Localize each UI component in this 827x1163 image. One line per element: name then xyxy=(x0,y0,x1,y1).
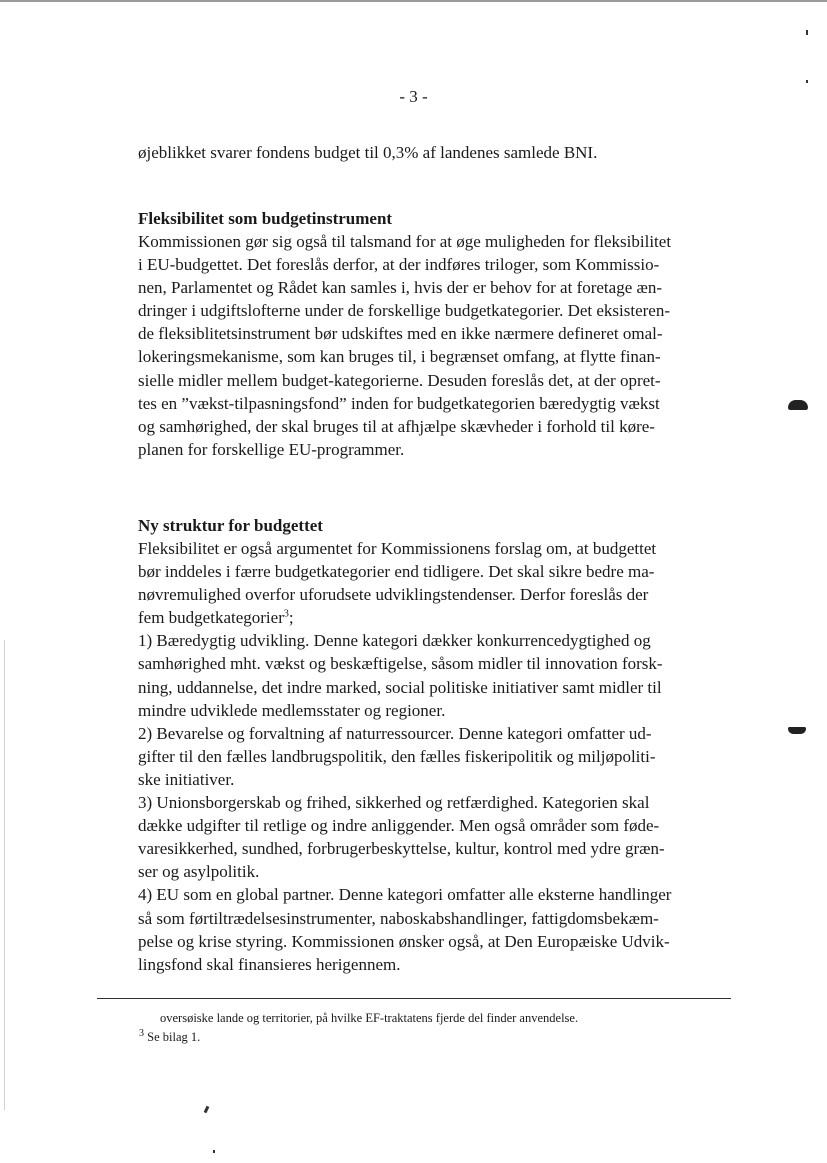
footnote-anchor-text: fem budgetkategorier xyxy=(138,608,284,628)
text-line: de fleksiblitetsinstrument bør udskiftes med en ikke nærmere defineret omal- xyxy=(138,324,663,344)
scan-edge-top xyxy=(0,0,827,2)
text-line: nøvremulighed overfor uforudsete udviklingstendenser. Derfor foreslås der xyxy=(138,585,649,605)
text-line: pelse og krise styring. Kommissionen ønsker også, at Den Europæiske Udvik- xyxy=(138,931,670,951)
text-line: 1) Bæredygtig udvikling. Denne kategori dækker konkurrencedygtighed og xyxy=(138,631,651,651)
text-line: 2) Bevarelse og forvaltning af naturressourcer. Denne kategori omfatter ud- xyxy=(138,723,652,743)
page-number: - 3 - xyxy=(399,87,428,106)
text-line: i EU-budgettet. Det foreslås derfor, at der indføres triloger, som Kommissio- xyxy=(138,255,660,275)
punch-hole-mark xyxy=(788,400,808,410)
text-line: lingsfond skal finansieres herigennem. xyxy=(138,954,401,974)
punctuation: ; xyxy=(288,608,294,628)
text-line: samhørighed mht. vækst og beskæftigelse, såsom midler til innovation forsk- xyxy=(138,654,663,674)
text-line: og samhørighed, der skal bruges til at afhjælpe skævheder i forhold til køre- xyxy=(138,416,655,436)
text-line: nen, Parlamentet og Rådet kan samles i, hvis der er behov for at foretage æn- xyxy=(138,278,662,298)
text-line: mindre udviklede medlemsstater og regioner. xyxy=(138,700,446,720)
text-line: øjeblikket svarer fondens budget til 0,3% af landenes samlede BNI. xyxy=(138,143,598,162)
text-line: Kommissionen gør sig også til talsmand for at øge muligheden for fleksibilitet xyxy=(138,232,672,251)
scan-speck xyxy=(806,80,808,83)
text-line: så som førtiltrædelsesinstrumenter, naboskabshandlinger, fattigdomsbekæm- xyxy=(138,908,659,928)
section-heading: Ny struktur for budgettet xyxy=(138,516,323,535)
text-line: tes en ”vækst-tilpasningsfond” inden for budgetkategorien bæredygtig vækst xyxy=(138,393,660,413)
section-ny-struktur xyxy=(138,514,738,976)
footnote-marker: 3 xyxy=(139,1027,144,1039)
text-line: lokeringsmekanisme, som kan bruges til, i begrænset omfang, at flytte finan- xyxy=(138,347,661,367)
footnote-continuation: oversøiske lande og territorier, på hvilke EF-traktatens fjerde del finder anvendelse. xyxy=(160,1011,579,1025)
footnote-text: Se bilag 1. xyxy=(147,1030,201,1044)
footnote-3 xyxy=(139,1029,200,1045)
text-line: varesikkerhed, sundhed, forbrugerbeskyttelse, kultur, kontrol med ydre græn- xyxy=(138,839,665,859)
footnote-divider xyxy=(97,998,731,999)
punch-hole-mark xyxy=(788,727,806,734)
text-line: bør inddeles i færre budgetkategorier end tidligere. Det skal sikre bedre ma- xyxy=(138,562,655,582)
text-line: sielle midler mellem budget-kategorierne. Desuden foreslås det, at der opret- xyxy=(138,370,661,390)
intro-paragraph xyxy=(138,141,738,164)
text-line: gifter til den fælles landbrugspolitik, den fælles fiskeripolitik og miljøpoliti- xyxy=(138,746,656,766)
footnote-reference[interactable]: 3 xyxy=(283,608,289,620)
text-line xyxy=(138,606,738,629)
text-line: 3) Unionsborgerskab og frihed, sikkerhed og retfærdighed. Kategorien skal xyxy=(138,793,650,813)
text-line: 4) EU som en global partner. Denne kategori omfatter alle eksterne handlinger xyxy=(138,885,672,905)
scan-speck xyxy=(204,1106,210,1114)
text-line: dække udgifter til retlige og indre anliggender. Men også områder som føde- xyxy=(138,816,660,836)
scan-speck xyxy=(806,30,808,35)
text-line: ning, uddannelse, det indre marked, social politiske initiativer samt midler til xyxy=(138,677,662,697)
text-line: ser og asylpolitik. xyxy=(138,862,260,882)
text-line: planen for forskellige EU-programmer. xyxy=(138,439,405,459)
section-heading: Fleksibilitet som budgetinstrument xyxy=(138,209,393,228)
section-fleksibilitet xyxy=(138,207,738,461)
text-line: ske initiativer. xyxy=(138,769,235,789)
scan-edge-left xyxy=(4,640,5,1110)
scan-speck xyxy=(213,1150,215,1153)
text-line: Fleksibilitet er også argumentet for Kommissionens forslag om, at budgettet xyxy=(138,539,657,558)
text-line: dringer i udgiftslofterne under de forskellige budgetkategorier. Det eksisteren- xyxy=(138,301,671,321)
